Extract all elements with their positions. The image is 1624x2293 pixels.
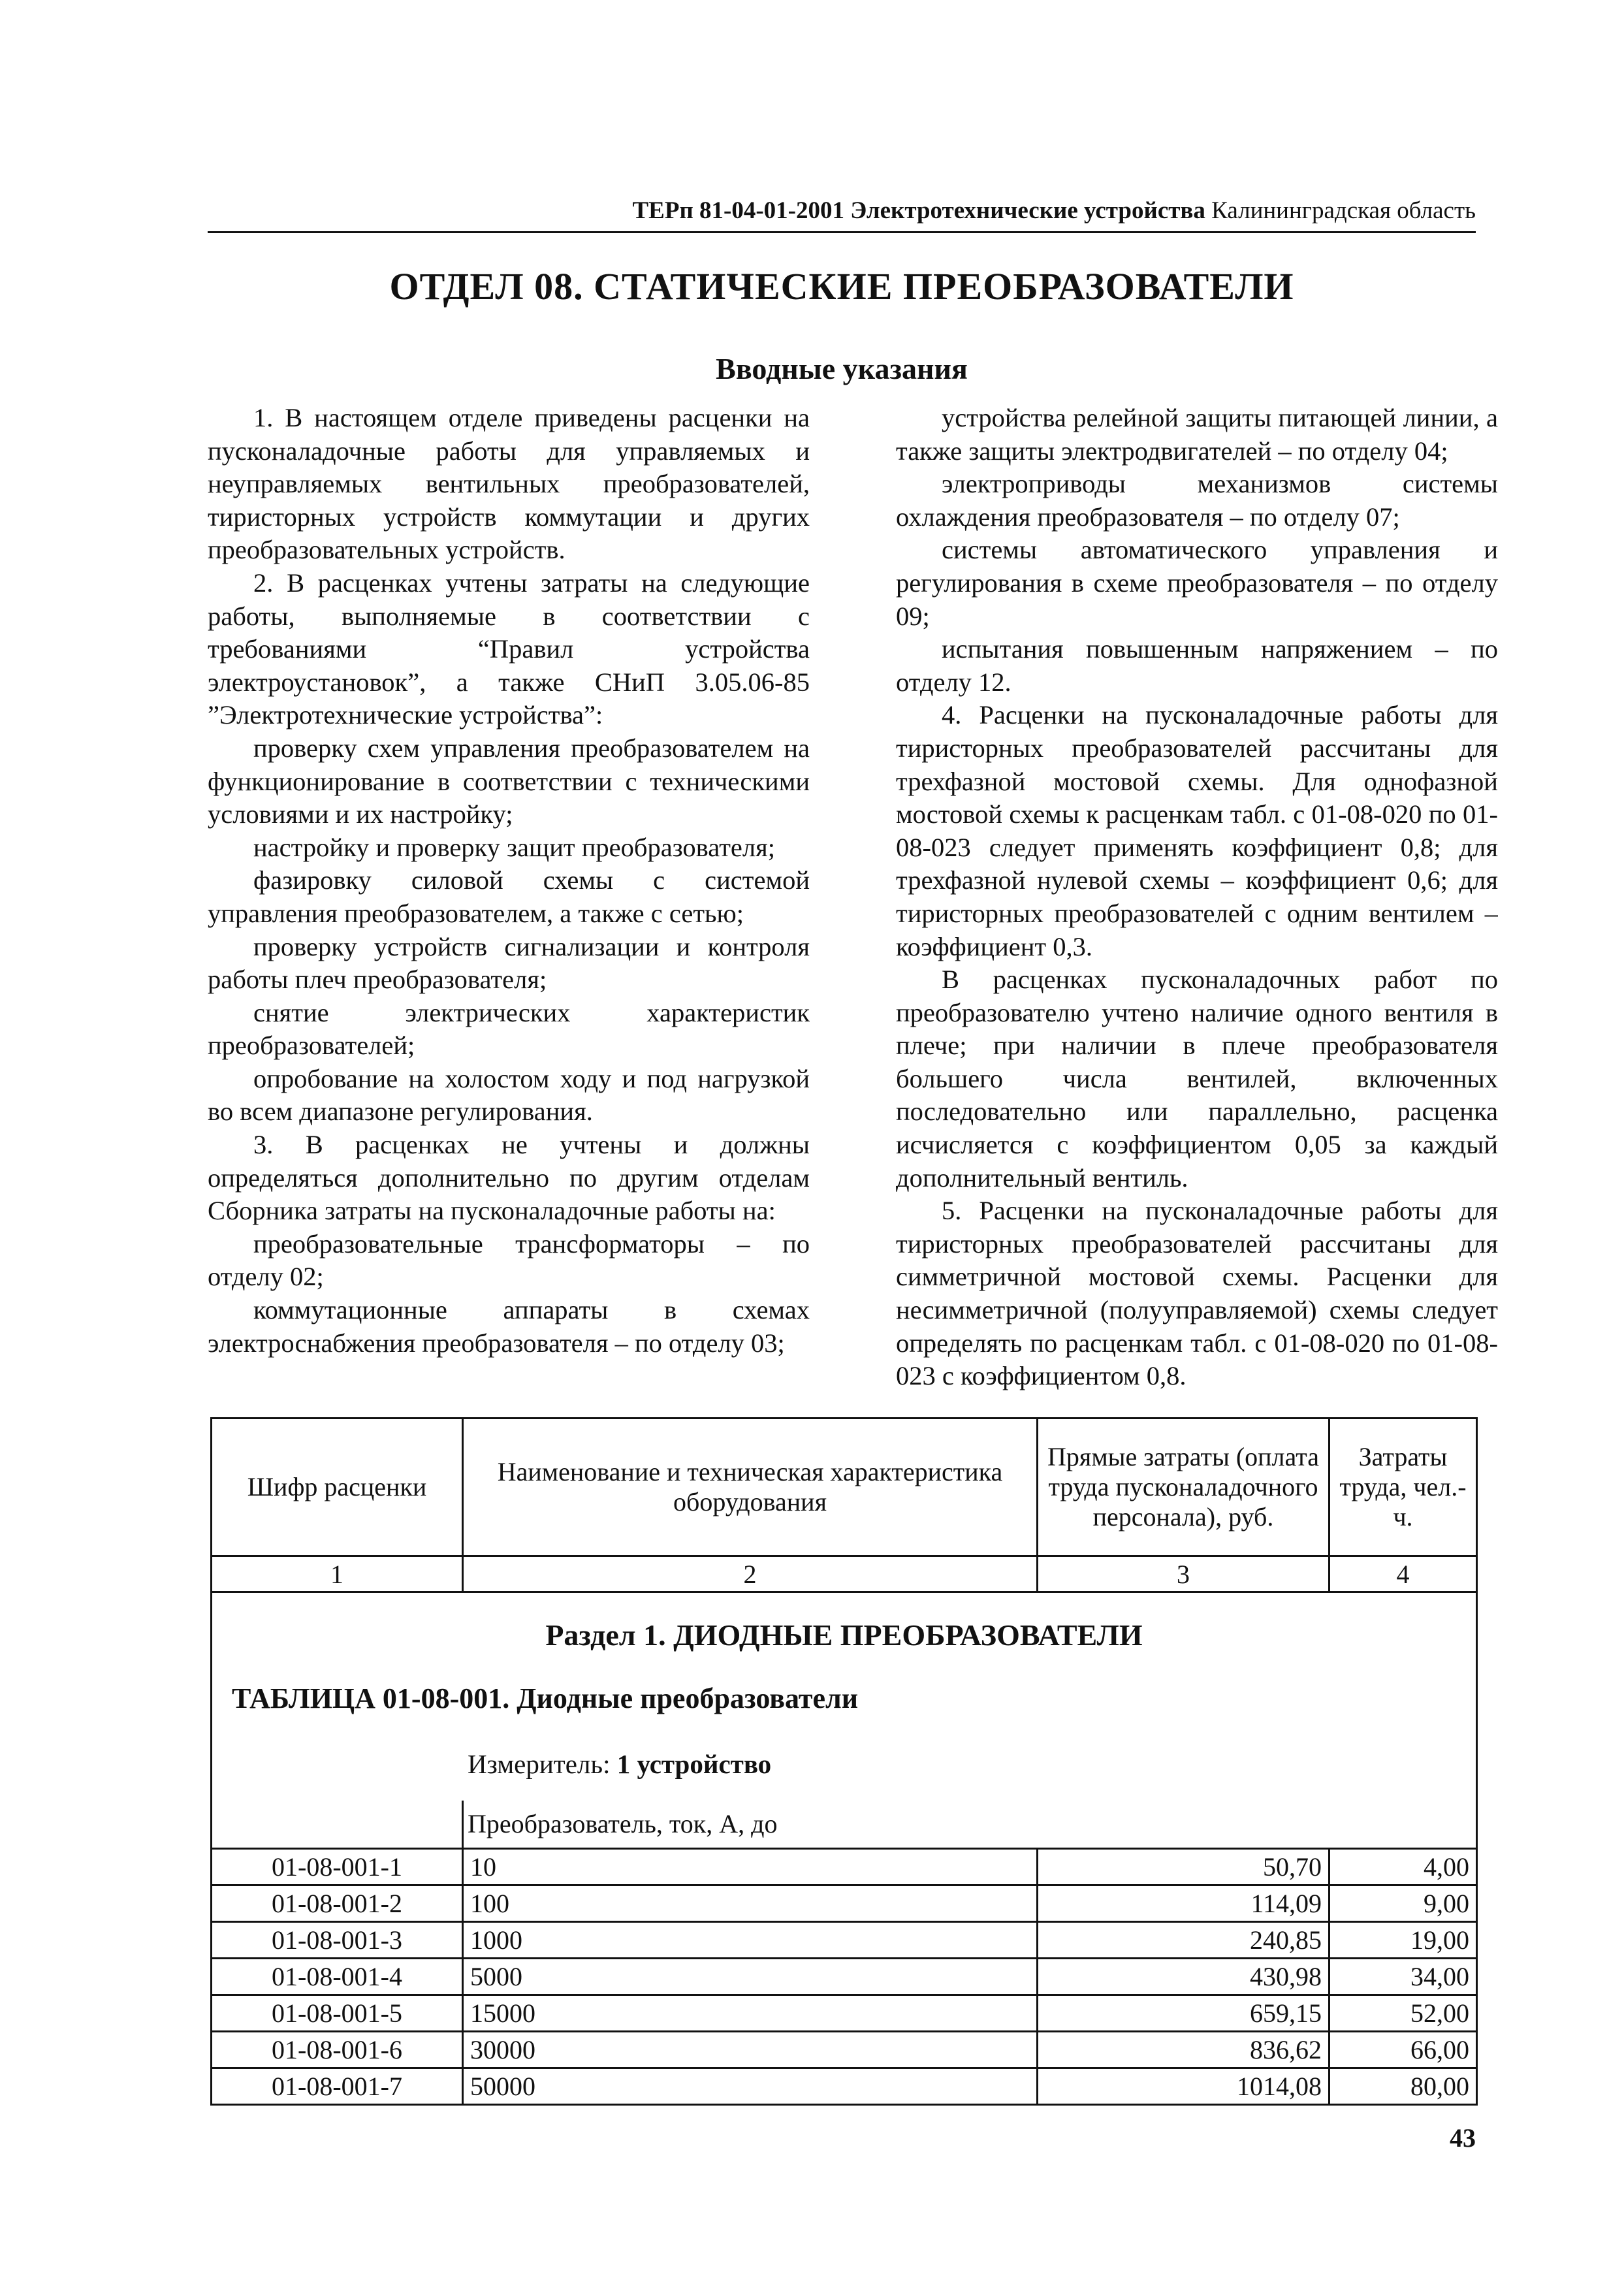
rate-labor: 66,00 — [1329, 2032, 1477, 2068]
section-block-row — [212, 1592, 1477, 1849]
table-body — [212, 1849, 1477, 2105]
paragraph: проверку схем управления преобразователем на функционирование в соответствии с техническими условиями и их настройку; — [208, 733, 810, 829]
table-row — [212, 1849, 1477, 1885]
paragraph: 3. В расценках не учтены и должны определяться дополнительно по другим отделам Сборника затраты на пусконаладочные работы на: — [208, 1130, 810, 1226]
rate-code: 01-08-001-2 — [212, 1885, 463, 1922]
paragraph: электроприводы механизмов системы охлаждения преобразователя – по отделу 07; — [896, 469, 1498, 532]
table-row — [212, 2032, 1477, 2068]
item-group-label: Преобразователь, ток, А, до — [468, 1809, 778, 1838]
rate-cost: 430,98 — [1038, 1959, 1329, 1995]
rate-code: 01-08-001-1 — [212, 1849, 463, 1885]
rate-code: 01-08-001-3 — [212, 1922, 463, 1959]
header-subject: Электротехнические устройства — [850, 197, 1205, 224]
rate-labor: 34,00 — [1329, 1959, 1477, 1995]
header-code: ТЕРп 81-04-01-2001 — [632, 197, 844, 224]
rate-cost: 836,62 — [1038, 2032, 1329, 2068]
rate-cost: 659,15 — [1038, 1995, 1329, 2032]
paragraph: системы автоматического управления и регулирования в схеме преобразователя – по отделу 09; — [896, 535, 1498, 631]
column-divider — [462, 1801, 464, 1848]
table-row — [212, 1995, 1477, 2032]
column-header-name: Наименование и техническая характеристика оборудования — [463, 1419, 1038, 1556]
rate-code: 01-08-001-7 — [212, 2068, 463, 2105]
paragraph: проверку устройств сигнализации и контроля работы плеч преобразователя; — [208, 931, 810, 995]
column-number: 3 — [1038, 1556, 1329, 1592]
column-number: 1 — [212, 1556, 463, 1592]
paragraph: опробование на холостом ходу и под нагрузкой во всем диапазоне регулирования. — [208, 1063, 810, 1127]
table-row — [212, 1922, 1477, 1959]
table-name: Диодные преобразователи — [517, 1682, 859, 1714]
column-header-code: Шифр расценки — [212, 1419, 463, 1556]
running-header — [208, 195, 1476, 233]
department-title: ОТДЕЛ 08. СТАТИЧЕСКИЕ ПРЕОБРАЗОВАТЕЛИ — [389, 265, 1294, 308]
paragraph: снятие электрических характеристик преобразователей; — [208, 997, 810, 1061]
rate-labor: 9,00 — [1329, 1885, 1477, 1922]
paragraph: 4. Расценки на пусконаладочные работы для тиристорных преобразователей рассчитаны для трехфазной мостовой схемы. Для однофазной мостовой схемы к расценкам табл. с 01-08-020 по 01-08-023 следует применять коэффициент 0,8; для трехфазной нулевой схемы – коэффициент 0,6; для тиристорных преобразователей с одним вентилем – коэффициент 0,3. — [896, 700, 1498, 961]
paragraph: 5. Расценки на пусконаладочные работы для тиристорных преобразователей рассчитаны для симметричной мостовой схемы. Расценки для несимметричной (полууправляемой) схемы следует определять по расценкам табл. с 01-08-020 по 01-08-023 с коэффициентом 0,8. — [896, 1196, 1498, 1391]
column-header-labor: Затраты труда, чел.-ч. — [1329, 1419, 1477, 1556]
header-region: Калининградская область — [1211, 197, 1476, 224]
rate-labor: 4,00 — [1329, 1849, 1477, 1885]
paragraph: преобразовательные трансформаторы – по отделу 02; — [208, 1228, 810, 1292]
rate-name: 10 — [463, 1849, 1038, 1885]
rate-cost: 240,85 — [1038, 1922, 1329, 1959]
rates-table — [210, 1417, 1478, 2106]
section-block — [212, 1592, 1477, 1849]
rate-cost: 114,09 — [1038, 1885, 1329, 1922]
paragraph: устройства релейной защиты питающей линии, а также защиты электродвигателей – по отделу 04; — [896, 403, 1498, 466]
column-number: 4 — [1329, 1556, 1477, 1592]
rate-code: 01-08-001-5 — [212, 1995, 463, 2032]
measure-label: Измеритель: — [468, 1749, 611, 1779]
paragraph: 1. В настоящем отделе приведены расценки на пусконаладочные работы для управляемых и неуправляемых вентильных преобразователей, тиристорных устройств коммутации и других преобразовательных устройств. — [208, 403, 810, 565]
table-header-row — [212, 1419, 1477, 1556]
page-number: 43 — [1450, 2123, 1476, 2153]
table-row — [212, 1885, 1477, 1922]
rate-name: 30000 — [463, 2032, 1038, 2068]
paragraph: фазировку силовой схемы с системой управления преобразователем, а также с сетью; — [208, 865, 810, 928]
section-title: Раздел 1. ДИОДНЫЕ ПРЕОБРАЗОВАТЕЛИ — [545, 1618, 1143, 1652]
column-number-row — [212, 1556, 1477, 1592]
rate-labor: 80,00 — [1329, 2068, 1477, 2105]
rate-name: 5000 — [463, 1959, 1038, 1995]
rate-code: 01-08-001-6 — [212, 2032, 463, 2068]
measure-unit — [468, 1748, 771, 1780]
table-title — [232, 1682, 858, 1715]
paragraph: коммутационные аппараты в схемах электроснабжения преобразователя – по отделу 03; — [208, 1295, 810, 1358]
rate-name: 1000 — [463, 1922, 1038, 1959]
rate-name: 50000 — [463, 2068, 1038, 2105]
column-header-cost: Прямые затраты (оплата труда пусконаладочного персонала), руб. — [1038, 1419, 1329, 1556]
paragraph: настройку и проверку защит преобразователя; — [253, 832, 775, 862]
intro-left-column — [208, 402, 810, 1398]
rate-cost: 1014,08 — [1038, 2068, 1329, 2105]
rate-labor: 52,00 — [1329, 1995, 1477, 2032]
paragraph: В расценках пусконаладочных работ по преобразователю учтено наличие одного вентиля в плече; при наличии в плече преобразователя большего числа вентилей, включенных последовательно или параллельно, расценка исчисляется с коэффициентом 0,05 за каждый дополнительный вентиль. — [896, 965, 1498, 1193]
rate-labor: 19,00 — [1329, 1922, 1477, 1959]
intro-title: Вводные указания — [716, 352, 968, 385]
intro-right-column — [896, 402, 1498, 1398]
rate-cost: 50,70 — [1038, 1849, 1329, 1885]
rate-name: 100 — [463, 1885, 1038, 1922]
table-row — [212, 1959, 1477, 1995]
table-code: ТАБЛИЦА 01-08-001. — [232, 1682, 510, 1714]
column-number: 2 — [463, 1556, 1038, 1592]
rate-code: 01-08-001-4 — [212, 1959, 463, 1995]
paragraph: испытания повышенным напряжением – по отделу 12. — [896, 634, 1498, 697]
measure-value: 1 устройство — [616, 1749, 772, 1779]
paragraph: 2. В расценках учтены затраты на следующие работы, выполняемые в соответствии с требованиями “Правил устройства электроустановок”, а также СНиП 3.05.06-85 ”Электротехнические устройства”: — [208, 568, 810, 730]
rate-name: 15000 — [463, 1995, 1038, 2032]
table-row — [212, 2068, 1477, 2105]
